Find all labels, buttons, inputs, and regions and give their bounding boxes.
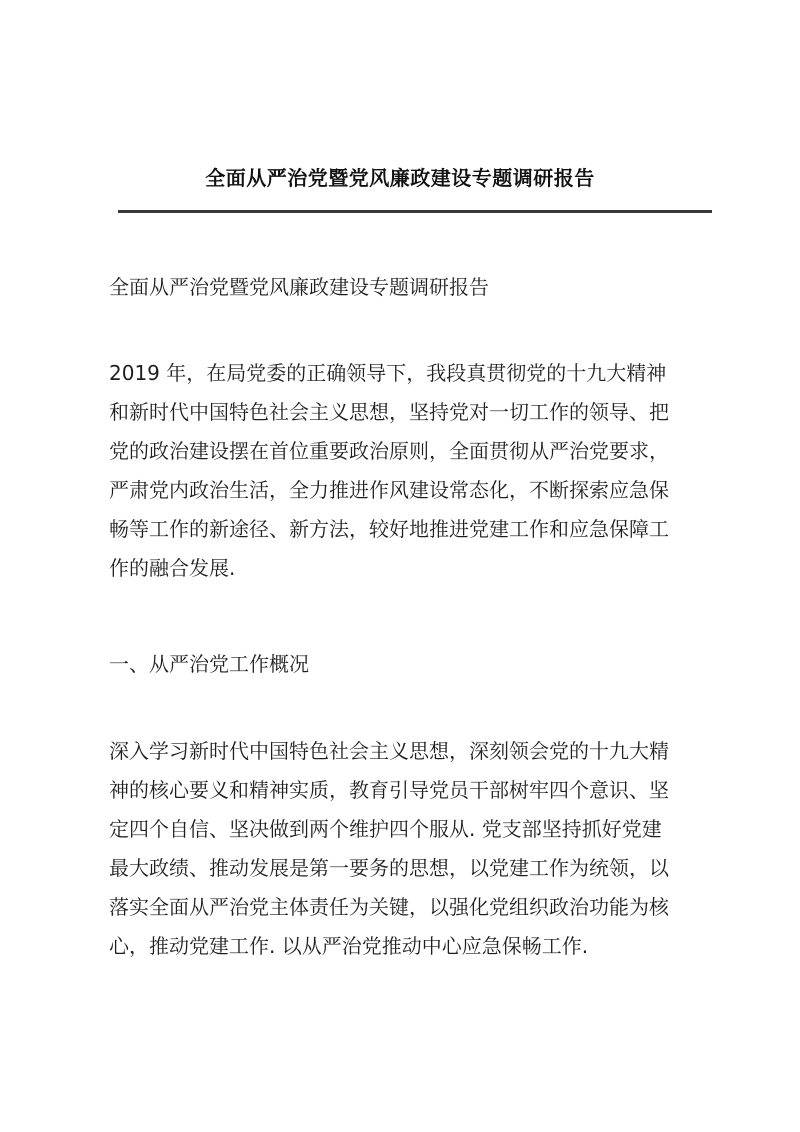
document-header-title: 全面从严治党暨党风廉政建设专题调研报告 bbox=[205, 166, 595, 190]
paragraph1-line: 作的融合发展. bbox=[109, 556, 236, 580]
paragraph1-line: 严肃党内政治生活，全力推进作风建设常态化，不断探索应急保 bbox=[109, 478, 669, 502]
paragraph2-line: 落实全面从严治党主体责任为关键，以强化党组织政治功能为核 bbox=[109, 895, 669, 919]
header-divider bbox=[118, 210, 712, 213]
section-heading: 一、从严治党工作概况 bbox=[109, 652, 309, 676]
paragraph1-line: 党的政治建设摆在首位重要政治原则，全面贯彻从严治党要求， bbox=[109, 439, 669, 463]
paragraph1-line: 和新时代中国特色社会主义思想，坚持党对一切工作的领导、把 bbox=[109, 400, 669, 424]
paragraph2-line: 神的核心要义和精神实质，教育引导党员干部树牢四个意识、坚 bbox=[109, 778, 669, 802]
paragraph2-line: 最大政绩、推动发展是第一要务的思想，以党建工作为统领，以 bbox=[109, 856, 669, 880]
paragraph2-line: 心，推动党建工作. 以从严治党推动中心应急保畅工作. bbox=[109, 934, 589, 958]
document-subtitle: 全面从严治党暨党风廉政建设专题调研报告 bbox=[109, 275, 489, 299]
paragraph2-line: 定四个自信、坚决做到两个维护四个服从. 党支部坚持抓好党建 bbox=[109, 817, 662, 841]
paragraph1-line: 畅等工作的新途径、新方法，较好地推进党建工作和应急保障工 bbox=[109, 517, 669, 541]
paragraph2-line: 深入学习新时代中国特色社会主义思想，深刻领会党的十九大精 bbox=[109, 739, 669, 763]
paragraph1-line: 2019 年，在局党委的正确领导下，我段真贯彻党的十九大精神 bbox=[109, 361, 667, 385]
